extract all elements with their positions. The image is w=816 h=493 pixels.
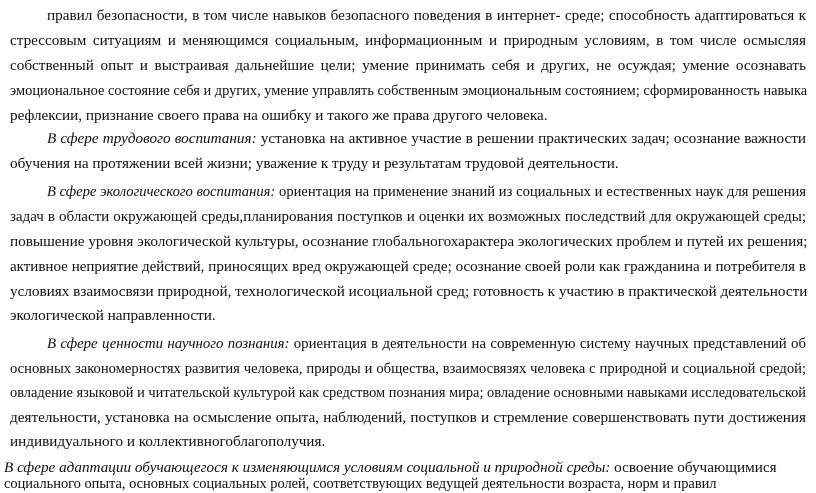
text-line: эмоциональное состояние себя и других, умение управлять собственным эмоциональным состоянием; сформированность навыка — [10, 83, 808, 99]
paragraph-first-line — [47, 130, 806, 148]
text-line: рефлексии, признание своего права на ошибку и такого же права другого человека. — [10, 107, 548, 124]
text-line: деятельности, установка на осмысление опыта, наблюдений, поступков и стремление совершенствовать пути достижения — [10, 409, 806, 426]
text-line: задач в области окружающей среды,планирования поступков и оценки их возможных последствий для окружающей среды; — [10, 209, 806, 225]
text-span: освоение обучающимися — [614, 459, 777, 476]
text-span: ориентация на применение знаний из социальных и естественных наук для решения — [279, 184, 806, 200]
text-line: собственный опыт и выстраивая дальнейшие цели; умение принимать себя и других, не осуждая; умение осознавать — [10, 57, 806, 74]
section-heading: В сфере трудового воспитания: — [47, 130, 257, 147]
paragraph-first-line — [47, 183, 806, 201]
text-span: ориентация в деятельности на современную систему научных представлений об — [293, 336, 806, 352]
paragraph-first-line — [47, 335, 806, 353]
text-line: повышение уровня экологической культуры, осознание глобальногохарактера экологических проблем и путей их решения; — [10, 233, 808, 250]
section-heading: В сфере адаптации обучающегося к изменяющимся условиям социальной и природной среды: — [4, 459, 611, 476]
text-line: активное неприятие действий, приносящих вред окружающей среде; осознание своей роли как гражданина и потребителя в — [10, 259, 806, 275]
text-span: установка на активное участие в решении практических задач; осознание важности — [260, 130, 807, 147]
text-line: обучения на протяжении всей жизни; уважение к труду и результатам трудовой деятельности. — [10, 155, 619, 172]
section-heading: В сфере экологического воспитания: — [47, 184, 276, 200]
text-line: овладение языковой и читательской культурой как средством познания мира; овладение основными навыками исследовательской — [10, 385, 806, 401]
text-line: индивидуального и коллективногоблагополучия. — [10, 433, 326, 450]
section-heading: В сфере ценности научного познания: — [47, 336, 290, 352]
text-line: стрессовым ситуациям и меняющимся социальным, информационным и природным условиям, в том числе осмысляя — [10, 32, 806, 49]
text-line: условиях взаимосвязи природной, технологической исоциальной сред; готовность к участию в практической деятельности — [10, 283, 808, 300]
text-line: основных закономерностях развития человека, природы и общества, взаимосвязях человека с природной и социальной средой; — [10, 361, 806, 377]
text-line: правил безопасности, в том числе навыков безопасного поведения в интернет- среде; способность адаптироваться к — [47, 7, 806, 24]
text-line: экологической направленности. — [10, 307, 216, 324]
text-line: социального опыта, основных социальных ролей, соответствующих ведущей деятельности возраста, норм и правил — [4, 476, 717, 492]
